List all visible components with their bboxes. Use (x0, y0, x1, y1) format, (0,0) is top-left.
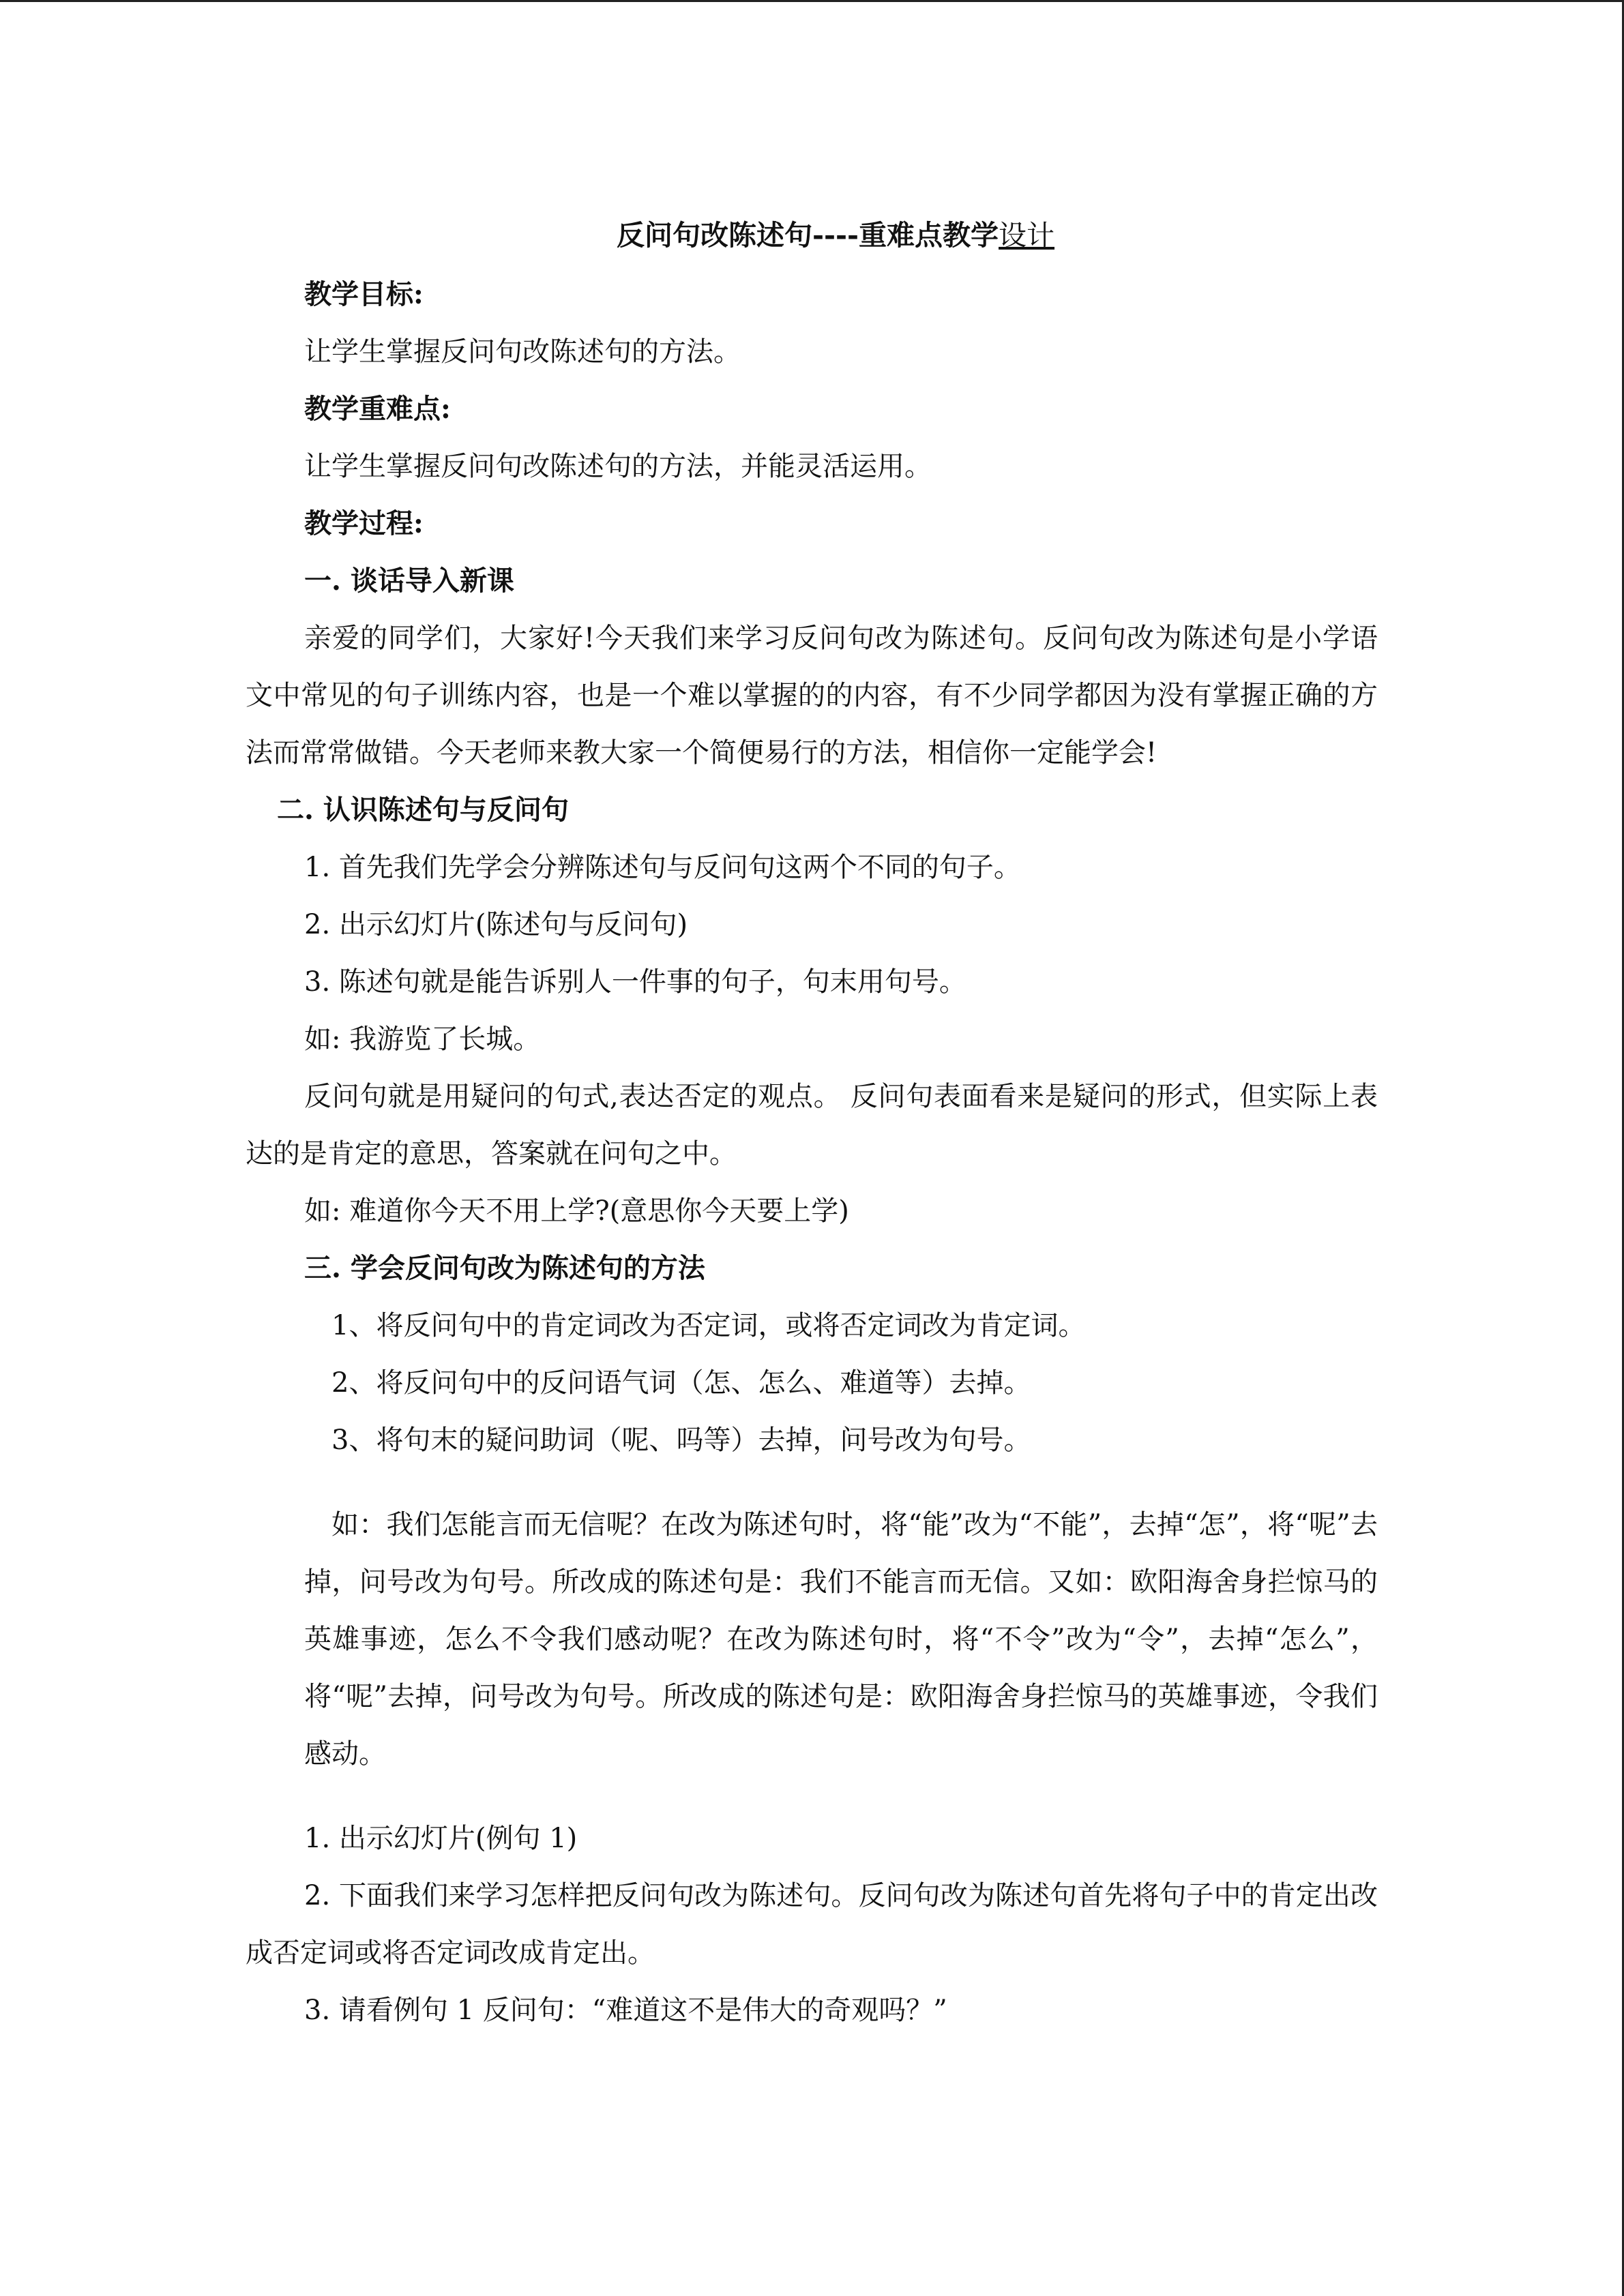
section-3-rule-2: 2、将反问句中的反问语气词（怎、怎么、难道等）去掉。 (331, 1367, 1031, 1399)
document-title (246, 205, 1378, 266)
section-1-heading: 一. 谈话导入新课 (304, 565, 514, 597)
section-3-rule-3: 3、将句末的疑问助词（呢、吗等）去掉，问号改为句号。 (331, 1425, 1031, 1456)
section-2-item-3: 3. 陈述句就是能告诉别人一件事的句子，句末用句号。 (304, 966, 966, 998)
title-underlined: 设计 (999, 219, 1055, 252)
section-2-heading: 二. 认识陈述句与反问句 (277, 794, 569, 826)
section-3-rule-1: 1、将反问句中的肯定词改为否定词，或将否定词改为肯定词。 (331, 1310, 1086, 1341)
goal-heading: 教学目标: (304, 278, 424, 310)
section-3-item-3: 3. 请看例句 1 反问句：“难道这不是伟大的奇观吗？” (304, 1995, 947, 2026)
section-3-heading: 三. 学会反问句改为陈述句的方法 (304, 1252, 705, 1284)
section-1-paragraph: 亲爱的同学们，大家好!今天我们来学习反问句改为陈述句。反问句改为陈述句是小学语文中常见的句子训练内容，也是一个难以掌握的的内容，有不少同学都因为没有掌握正确的方法而常常做错。今天老师来教大家一个简便易行的方法，相信你一定能学会! (246, 623, 1378, 769)
section-2-paragraph: 反问句就是用疑问的句式,表达否定的观点。 反问句表面看来是疑问的形式，但实际上表达的是肯定的意思，答案就在问句之中。 (246, 1081, 1378, 1169)
key-heading: 教学重难点: (304, 393, 451, 425)
goal-text: 让学生掌握反问句改陈述句的方法。 (304, 336, 741, 368)
section-2-example-1: 如: 我游览了长城。 (304, 1024, 541, 1055)
section-2-example-2: 如: 难道你今天不用上学?(意思你今天要上学) (304, 1195, 849, 1227)
section-3-example (246, 1496, 1378, 1783)
section-3-example-text: 如：我们怎能言而无信呢？在改为陈述句时，将“能”改为“不能”，去掉“怎”，将“呢”去掉，问号改为句号。所改成的陈述句是：我们不能言而无信。又如：欧阳海舍身拦惊马的英雄事迹，怎么不令我们感动呢？在改为陈述句时，将“不令”改为“令”，去掉“怎么”，将“呢”去掉，问号改为句号。所改成的陈述句是：欧阳海舍身拦惊马的英雄事迹，令我们感动。 (304, 1509, 1378, 1770)
title-main: 反问句改陈述句----重难点教学 (616, 219, 999, 252)
document-body (246, 205, 1378, 2039)
section-2-item-2: 2. 出示幻灯片(陈述句与反问句) (304, 909, 688, 940)
section-3-item-1: 1. 出示幻灯片(例句 1) (304, 1823, 578, 1854)
key-text: 让学生掌握反问句改陈述句的方法，并能灵活运用。 (304, 451, 932, 482)
process-heading: 教学过程: (304, 507, 424, 539)
page-border-top (0, 0, 1624, 2)
section-3-item-2: 2. 下面我们来学习怎样把反问句改为陈述句。反问句改为陈述句首先将句子中的肯定出改成否定词或将否定词改成肯定出。 (246, 1880, 1378, 1969)
section-2-item-1: 1. 首先我们先学会分辨陈述句与反问句这两个不同的句子。 (304, 852, 1021, 883)
